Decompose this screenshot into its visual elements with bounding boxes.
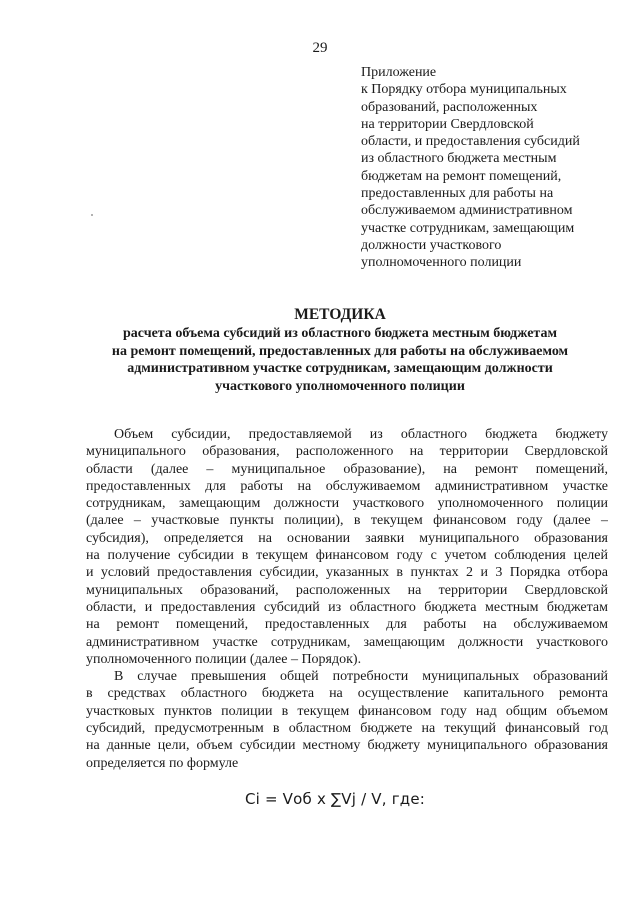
annex-line: бюджетам на ремонт помещений, (361, 168, 562, 184)
paragraph-line: определяется по формуле (86, 755, 239, 771)
document-title: МЕТОДИКА (294, 306, 386, 323)
paragraph-line: сотрудникам, замещающим должности участкового уполномоченного полиции (86, 496, 608, 512)
page-number: 29 (312, 40, 328, 56)
paragraph-line: области (далее – муниципальное образование), на ремонт помещений, (86, 461, 608, 477)
paragraph-line: субсидия), определяется на основании заявки муниципального образования (86, 530, 608, 546)
annex-block (361, 64, 621, 272)
subtitle-line: расчета объема субсидий из областного бюджета местным бюджетам (122, 326, 558, 341)
paragraph-line: субсидий, предусмотренным в областном бюджете на текущий финансовый год (86, 721, 608, 737)
subtitle-line: административном участке сотрудникам, замещающим должности (127, 361, 553, 376)
paragraph-2 (86, 668, 608, 772)
paragraph-line: в средствах областного бюджета на осуществление капитального ремонта (86, 686, 608, 702)
formula: Ci = Vоб x ∑Vj / V, где: (244, 790, 426, 808)
paragraph-line: на получение субсидии в текущем финансовом году с учетом соблюдения целей (86, 548, 608, 564)
annex-line: участке сотрудникам, замещающим (361, 220, 575, 236)
paragraph-line: муниципального образования, расположенного на территории Свердловской (86, 444, 608, 460)
paragraph-line: административном участке сотрудникам, замещающим должности участкового (86, 634, 608, 650)
annex-line: на территории Свердловской (361, 116, 534, 132)
annex-line: должности участкового (361, 237, 502, 253)
scan-speck (91, 214, 93, 216)
annex-line: из областного бюджета местным (361, 151, 557, 167)
paragraph-line: уполномоченного полиции (далее – Порядок). (86, 651, 362, 667)
paragraph-line: предоставленных для работы на обслуживаемом административном участке (86, 478, 608, 494)
paragraph-line: на данные цели, объем субсидии местному бюджету муниципального образования (86, 738, 608, 754)
annex-line: уполномоченного полиции (361, 255, 522, 271)
document-subtitle (60, 325, 620, 395)
subtitle-line: на ремонт помещений, предоставленных для работы на обслуживаемом (111, 343, 569, 359)
body-text (86, 426, 608, 772)
annex-line: Приложение (361, 65, 437, 80)
paragraph-line: на ремонт помещений, предоставленных для работы на обслуживаемом (86, 617, 608, 633)
title-block (60, 305, 620, 395)
paragraph-line: В случае превышения общей потребности муниципальных образований (114, 669, 608, 685)
paragraph-line: участковых пунктов полиции в текущем финансовом году над общим объемом (86, 703, 608, 719)
annex-line: к Порядку отбора муниципальных (361, 82, 567, 98)
subtitle-line: участкового уполномоченного полиции (215, 378, 465, 394)
annex-line: предоставленных для работы на (361, 186, 554, 202)
paragraph-line: и условий предоставления субсидии, указанных в пунктах 2 и 3 Порядка отбора (86, 565, 608, 581)
paragraph-1 (86, 426, 608, 668)
annex-line: обслуживаемом административном (361, 203, 573, 219)
annex-line: области, и предоставления субсидий (361, 134, 580, 150)
paragraph-line: муниципальных образований, расположенных на территории Свердловской (86, 582, 608, 598)
paragraph-line: области, и предоставления субсидий из областного бюджета местным бюджетам (86, 599, 608, 615)
paragraph-line: Объем субсидии, предоставляемой из областного бюджета бюджету (114, 427, 608, 442)
paragraph-line: (далее – участковые пункты полиции), в текущем финансовом году (далее – (86, 513, 608, 529)
annex-line: образований, расположенных (361, 99, 538, 115)
